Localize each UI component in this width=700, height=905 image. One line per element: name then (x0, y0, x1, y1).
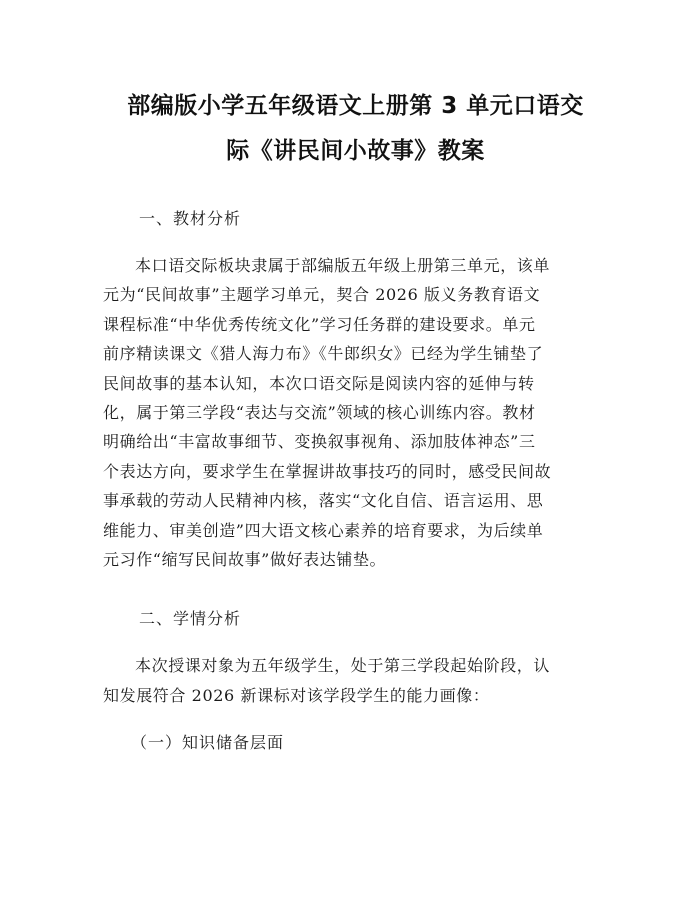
document-title (103, 84, 608, 174)
paragraph-line: 前序精读课文《猎人海力布》《牛郎织女》已经为学生铺垫了 (103, 344, 544, 364)
paragraph-line: 个表达方向，要求学生在掌握讲故事技巧的同时，感受民间故 (103, 461, 552, 481)
paragraph-line: 事承载的劳动人民精神内核，落实“文化自信、语言运用、思 (103, 491, 544, 511)
section-heading-learner-analysis: 二、学情分析 (139, 609, 242, 629)
paragraph-line: 化，属于第三学段“表达与交流”领域的核心训练内容。教材 (103, 403, 536, 423)
paragraph-line: 元习作“缩写民间故事”做好表达铺垫。 (103, 550, 387, 570)
paragraph-line: 课程标准“中华优秀传统文化”学习任务群的建设要求。单元 (103, 314, 536, 334)
title-line-1: 部编版小学五年级语文上册第 3 单元口语交 (127, 93, 584, 119)
paragraph-line: 维能力、审美创造”四大语文核心素养的培育要求，为后续单 (103, 520, 544, 540)
paragraph-learner-analysis (103, 651, 608, 710)
paragraph-line: 本口语交际板块隶属于部编版五年级上册第三单元，该单 (135, 256, 551, 275)
paragraph-line: 明确给出“丰富故事细节、变换叙事视角、添加肢体神态”三 (103, 432, 536, 452)
title-line-2: 际《讲民间小故事》教案 (226, 138, 485, 164)
paragraph-line: 民间故事的基本认知，本次口语交际是阅读内容的延伸与转 (103, 373, 535, 393)
paragraph-textbook-analysis (103, 251, 608, 574)
paragraph-line: 元为“民间故事”主题学习单元，契合 2026 版义务教育语文 (103, 285, 541, 305)
paragraph-line: 知发展符合 2026 新课标对该学段学生的能力画像： (103, 685, 490, 705)
paragraph-line: 本次授课对象为五年级学生，处于第三学段起始阶段，认 (135, 656, 551, 676)
subheading-knowledge-reserve: （一）知识储备层面 (131, 733, 285, 753)
section-heading-textbook-analysis: 一、教材分析 (139, 209, 242, 228)
